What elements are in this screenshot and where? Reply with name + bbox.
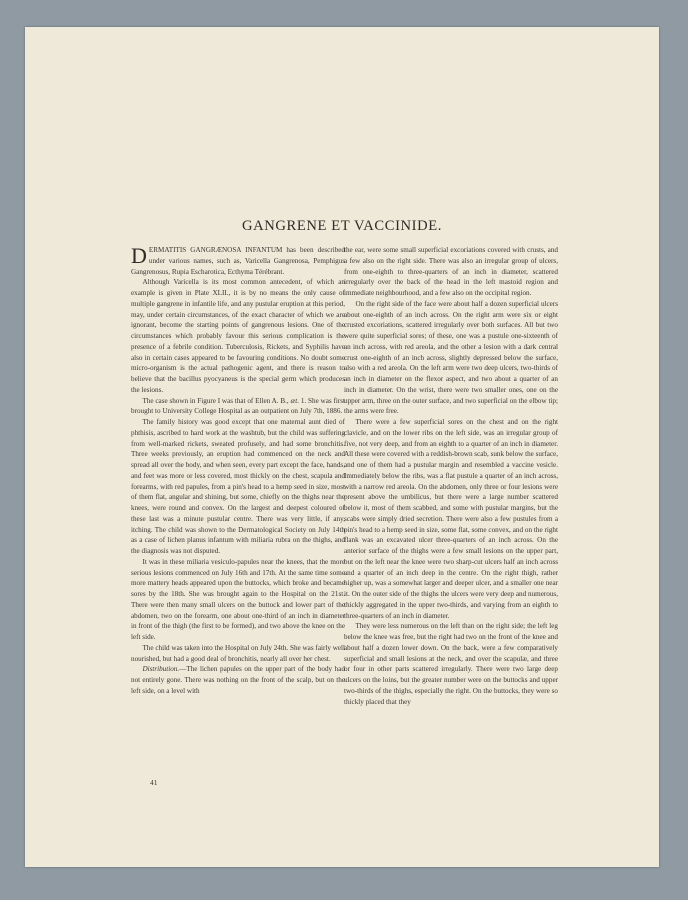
paragraph: The family history was good except that one maternal aunt died of phthisis, ascribed to hard work at the washtub, but the child was suffering from well-marked rickets, sweated profusely, and had some bronchitis. Three weeks previously, an eruption had commenced on the neck and spread all over the body, and when seen, every part except the face, hands, and feet was more or less covered, most thickly on the chest, scapula and forearms, with red papules, from a pin's head to a hemp seed in size, most of them flat, angular and shining, but some, chiefly on the thighs near the knees, were round and convex. On the largest and deepest coloured of these last was a minute pustular centre. There was very little, if any, itching. The child was shown to the Dermatological Society on July 14th as a case of lichen planus infantum with miliaria rubra on the thighs, and the diagnosis was not disputed. — [131, 418, 345, 555]
left-text-column — [131, 245, 345, 785]
paragraph: It was in these miliaria vesiculo-papules near the knees, that the more serious lesions commenced on July 16th and 17th. At the same time some more mattery heads appeared upon the buttocks, which broke and became sores by the 18th. She was brought again to the Hospital on the 21st. There were then many small ulcers on the buttock and lower part of the abdomen, two on the forearm, one about one-third of an inch in diameter in front of the thigh (the first to be formed), and two above the knee on the left side. — [131, 557, 345, 641]
paragraph — [131, 396, 345, 418]
paragraph: Although Varicella is its most common antecedent, of which an example is given in Plate XLII., it is by no means the only cause of multiple gangrene in infantile life, and any pustular eruption at this period, may, under certain circumstances, of the exact character of which we are ignorant, become the starting points of gangrenous lesions. One of the circumstances which probably favour this serious complication is the presence of a febrile condition. Tuberculosis, Rickets, and Syphilis have also in certain cases appeared to be favouring conditions. No doubt some micro-organism is the actual pathogenic agent, and there is reason to believe that the bacillus pyocyaneus is the special germ which produces the lesions. — [131, 278, 345, 394]
drop-cap: D — [131, 243, 147, 268]
page-title: GANGRENE ET VACCINIDE. — [241, 218, 443, 234]
paragraph: The child was taken into the Hospital on July 24th. She was fairly well nourished, but had a good deal of bronchitis, nearly all over her chest. — [131, 643, 345, 663]
paragraph-text: ERMATITIS GANGRÆNOSA INFANTUM has been described under various names, such as, Varicella Gangrenosa, Pemphigus Gangrenosus, Rupia Escharotica, Ecthyma Térébrant. — [131, 246, 345, 276]
paragraph-text: 1. She was first brought to University College Hospital as an outpatient on July 7th, 1886. — [131, 396, 345, 416]
paragraph-text: The case shown in Figure I was that of Ellen A. B., — [142, 396, 289, 405]
aet-abbreviation: æt. — [290, 396, 300, 405]
paragraph: There were a few superficial sores on the chest and on the right clavicle, and on the lower ribs on the left side, was an irregular group of five, not very deep, and from an eighth to a quarter of an inch in diameter. All these were covered with a reddish-brown scab, sunk below the surface, and one of them had a pustular margin and resembled a vaccine vesicle. Immediately below the ribs, was a flat pustule a quarter of an inch across, with a narrow red areola. On the abdomen, only three or four lesions were present above the umbilicus, but there were a large number scattered below it, most of them scabbed, and some with pustular margins, but the scabs were simply dried secretion. There were also a few pustules from a pin's head to a hemp seed in size, some flat, some convex, and on the right flank was an excavated ulcer three-quarters of an inch across. On the anterior surface of the thighs were a few small lesions on the upper part, but on the left near the knee were two sharp-cut ulcers half an inch across and a quarter of an inch deep in the centre. On the right thigh, rather higher up, was a somewhat larger and deeper ulcer, and a smaller one near it. On the outer side of the thighs the ulcers were very deep and numerous, thickly aggregated in the upper two-thirds, and varying from an eighth to three-quarters of an inch in diameter. — [344, 418, 558, 620]
paragraph: the ear, were some small superficial excoriations covered with crusts, and a few also on the right side. There was also an irregular group of ulcers, from one-eighth to three-quarters of an inch in diameter, scattered irregularly over the back of the head in the left mastoid region and immediate neighbourhood, and a few also on the occipital region. — [344, 246, 558, 297]
page-number: 41 — [150, 778, 158, 787]
paragraph: On the right side of the face were about half a dozen superficial ulcers about one-eighth of an inch across. On the right arm were six or eight crusted excoriations, scattered irregularly over both surfaces. All but two were quite superficial sores; of these, one was a pustule one-sixteenth of an inch across, with red areola, and the other a lesion with a dark central crust one-eighth of an inch across, slightly depressed below the surface, also with a red areola. On the left arm were two deep ulcers, two-thirds of an inch in diameter on the flexor aspect, and two about a quarter of an inch in diameter. On the wrist, there were two smaller ones, one on the upper arm, three on the outer surface, and two superficial on the elbow tip; the arms were free. — [344, 299, 558, 416]
paragraph — [131, 664, 345, 696]
paragraph — [131, 245, 345, 277]
right-text-column — [344, 245, 558, 849]
paragraph-text: —The lichen papules on the upper part of the body had not entirely gone. There was nothing on the front of the scalp, but on the left side, on a level with — [131, 665, 345, 695]
book-page — [25, 27, 659, 867]
paragraph: They were less numerous on the left than on the right side; the left leg below the knee was free, but the right had two on the front of the knee and about half a dozen lower down. On the back, were a few comparatively superficial and small lesions at the neck, and over the scapulæ, and three or four in other parts scattered irregularly. There were two large deep ulcers on the loins, but the greater number were on the buttocks and upper two-thirds of the thighs, especially the right. On the buttocks, they were so thickly placed that they — [344, 622, 558, 706]
section-label: Distribution. — [142, 665, 180, 674]
